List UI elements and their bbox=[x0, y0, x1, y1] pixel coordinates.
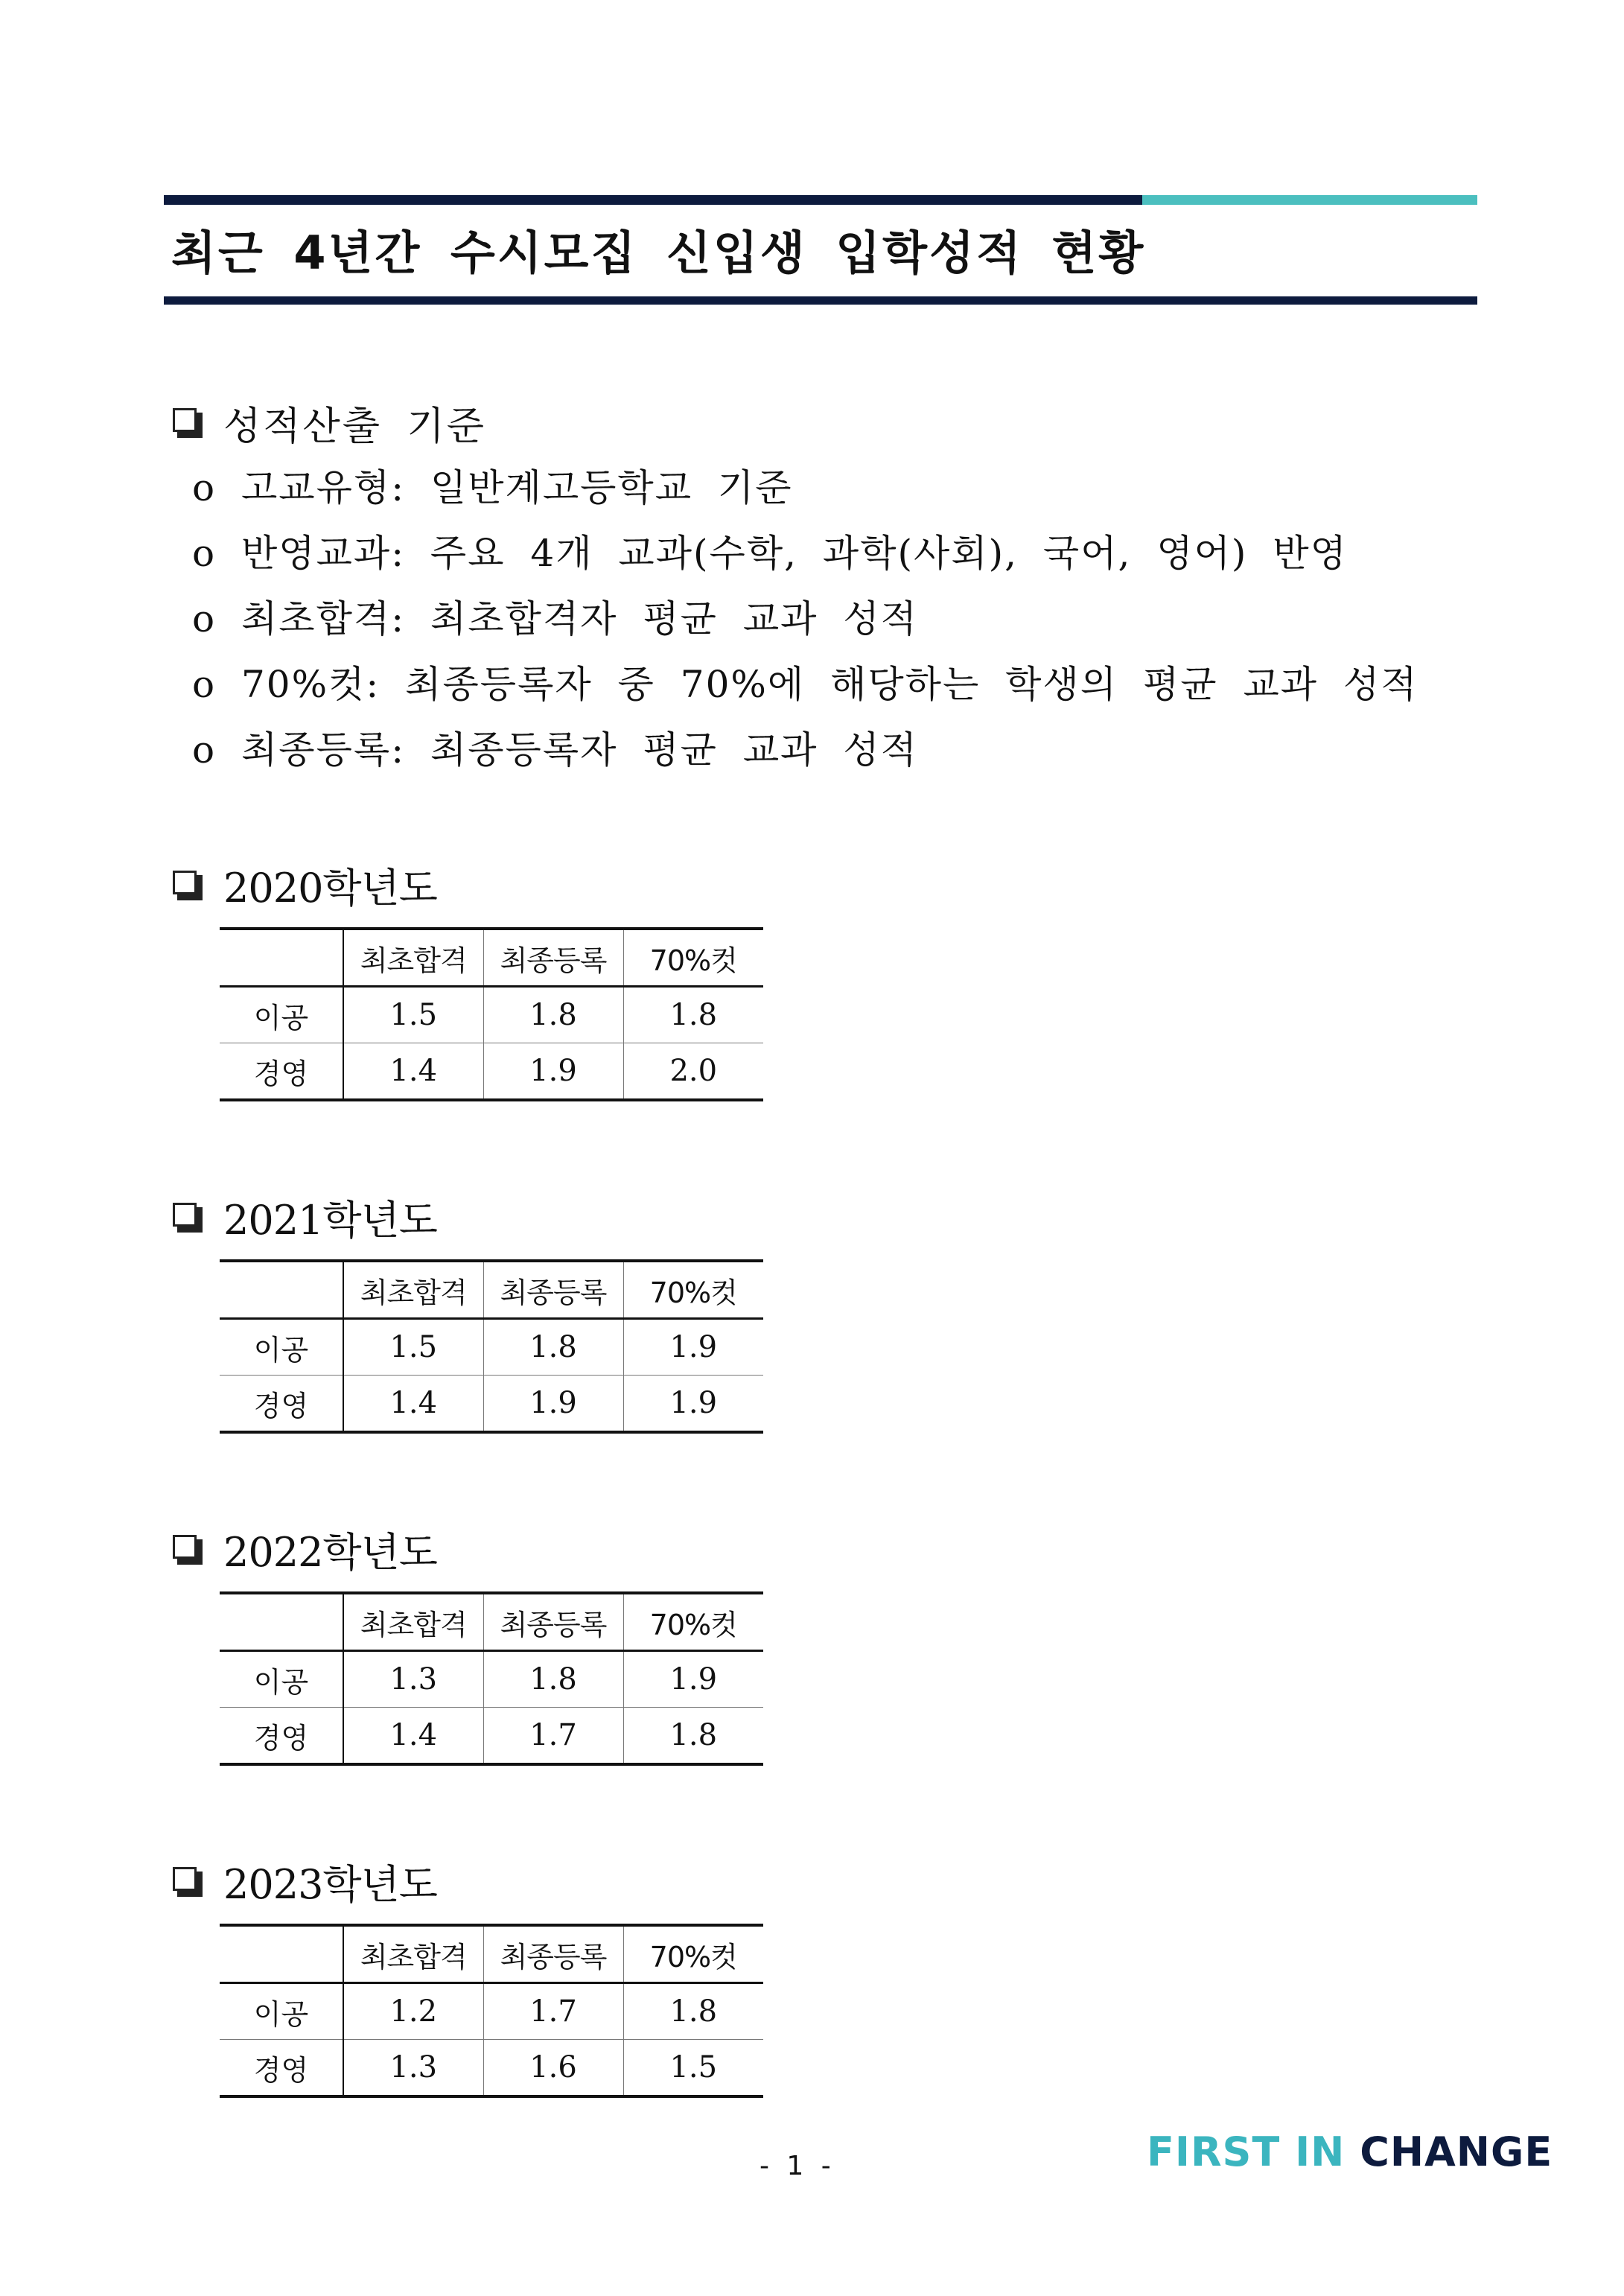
table-row bbox=[220, 987, 763, 1043]
brand-logo-part2: CHANGE bbox=[1360, 2128, 1553, 2175]
grades-table-2020 bbox=[220, 927, 763, 1101]
grade-cell: 1.9 bbox=[623, 1651, 763, 1708]
column-header: 최초합격 bbox=[343, 1261, 483, 1319]
grade-cell: 1.7 bbox=[483, 1708, 623, 1765]
title-rule-teal bbox=[1142, 195, 1477, 205]
brand-logo-part1: FIRST IN bbox=[1147, 2128, 1346, 2175]
column-header: 최종등록 bbox=[483, 1593, 623, 1651]
column-header: 70%컷 bbox=[623, 929, 763, 987]
year-label: 2022학년도 bbox=[223, 1529, 437, 1576]
title-rule-navy bbox=[164, 195, 1142, 205]
header-corner-cell bbox=[220, 929, 343, 987]
checkbox-square-icon bbox=[173, 1535, 203, 1565]
checkbox-square-icon bbox=[173, 1867, 203, 1897]
header-corner-cell bbox=[220, 1925, 343, 1983]
criteria-item: o 70%컷: 최종등록자 중 70%에 해당하는 학생의 평균 교과 성적 bbox=[192, 663, 1418, 706]
table-row bbox=[220, 2040, 763, 2097]
column-header: 최초합격 bbox=[343, 929, 483, 987]
column-header: 최종등록 bbox=[483, 1925, 623, 1983]
column-header: 최초합격 bbox=[343, 1593, 483, 1651]
table-row bbox=[220, 1651, 763, 1708]
section-criteria-label: 성적산출 기준 bbox=[223, 404, 486, 449]
table-header-row bbox=[220, 929, 763, 987]
grade-cell: 1.8 bbox=[483, 987, 623, 1043]
grades-table-2022 bbox=[220, 1591, 763, 1766]
row-header: 이공 bbox=[253, 1333, 309, 1367]
column-header: 70%컷 bbox=[623, 1261, 763, 1319]
grade-cell: 1.8 bbox=[623, 987, 763, 1043]
grades-table-2023 bbox=[220, 1924, 763, 2098]
column-header: 최종등록 bbox=[483, 929, 623, 987]
row-header: 경영 bbox=[253, 1721, 309, 1755]
row-header: 경영 bbox=[253, 1389, 309, 1422]
page-number: - 1 - bbox=[760, 2151, 835, 2181]
row-header: 이공 bbox=[253, 1001, 309, 1034]
criteria-item: o 반영교과: 주요 4개 교과(수학, 과학(사회), 국어, 영어) 반영 bbox=[192, 532, 1348, 575]
row-header: 경영 bbox=[253, 1057, 309, 1090]
grade-cell: 1.2 bbox=[343, 1983, 483, 2040]
grade-cell: 1.4 bbox=[343, 1708, 483, 1765]
criteria-item: o 최초합격: 최초합격자 평균 교과 성적 bbox=[192, 597, 918, 640]
criteria-item: o 고교유형: 일반계고등학교 기준 bbox=[192, 466, 793, 509]
grade-cell: 1.7 bbox=[483, 1983, 623, 2040]
grade-cell: 1.9 bbox=[623, 1376, 763, 1433]
section-year-2021 bbox=[173, 1189, 437, 1246]
table-row bbox=[220, 1043, 763, 1101]
table-row bbox=[220, 1376, 763, 1433]
grades-table-2021 bbox=[220, 1259, 763, 1434]
checkbox-square-icon bbox=[173, 408, 203, 438]
title-bottom-rule bbox=[164, 296, 1477, 305]
grade-cell: 1.3 bbox=[343, 2040, 483, 2097]
grade-cell: 1.8 bbox=[623, 1983, 763, 2040]
checkbox-square-icon bbox=[173, 871, 203, 900]
page-title: 최근 4년간 수시모집 신입생 입학성적 현황 bbox=[171, 226, 1146, 280]
column-header: 최종등록 bbox=[483, 1261, 623, 1319]
year-label: 2023학년도 bbox=[223, 1861, 437, 1908]
brand-logo bbox=[1147, 2128, 1553, 2175]
criteria-item: o 최종등록: 최종등록자 평균 교과 성적 bbox=[192, 728, 918, 772]
grade-cell: 1.5 bbox=[343, 987, 483, 1043]
checkbox-square-icon bbox=[173, 1203, 203, 1233]
table-row bbox=[220, 1319, 763, 1376]
column-header: 최초합격 bbox=[343, 1925, 483, 1983]
grade-cell: 1.5 bbox=[343, 1319, 483, 1376]
row-header: 경영 bbox=[253, 2053, 309, 2087]
header-corner-cell bbox=[220, 1593, 343, 1651]
row-header: 이공 bbox=[253, 1665, 309, 1699]
row-header: 이공 bbox=[253, 1997, 309, 2031]
grade-cell: 1.3 bbox=[343, 1651, 483, 1708]
grade-cell: 1.6 bbox=[483, 2040, 623, 2097]
grade-cell: 1.5 bbox=[623, 2040, 763, 2097]
section-year-2023 bbox=[173, 1853, 437, 1910]
year-label: 2020학년도 bbox=[223, 865, 437, 912]
table-row bbox=[220, 1983, 763, 2040]
section-criteria-heading bbox=[173, 395, 486, 451]
grade-cell: 1.9 bbox=[483, 1376, 623, 1433]
grade-cell: 1.4 bbox=[343, 1043, 483, 1101]
grade-cell: 1.4 bbox=[343, 1376, 483, 1433]
grade-cell: 1.8 bbox=[623, 1708, 763, 1765]
section-year-2022 bbox=[173, 1521, 437, 1578]
title-top-rule bbox=[164, 195, 1477, 205]
table-header-row bbox=[220, 1925, 763, 1983]
grade-cell: 1.9 bbox=[623, 1319, 763, 1376]
grade-cell: 1.8 bbox=[483, 1651, 623, 1708]
column-header: 70%컷 bbox=[623, 1925, 763, 1983]
grade-cell: 1.8 bbox=[483, 1319, 623, 1376]
table-row bbox=[220, 1708, 763, 1765]
year-label: 2021학년도 bbox=[223, 1197, 437, 1244]
grade-cell: 1.9 bbox=[483, 1043, 623, 1101]
column-header: 70%컷 bbox=[623, 1593, 763, 1651]
header-corner-cell bbox=[220, 1261, 343, 1319]
table-header-row bbox=[220, 1261, 763, 1319]
grade-cell: 2.0 bbox=[623, 1043, 763, 1101]
table-header-row bbox=[220, 1593, 763, 1651]
section-year-2020 bbox=[173, 856, 437, 914]
